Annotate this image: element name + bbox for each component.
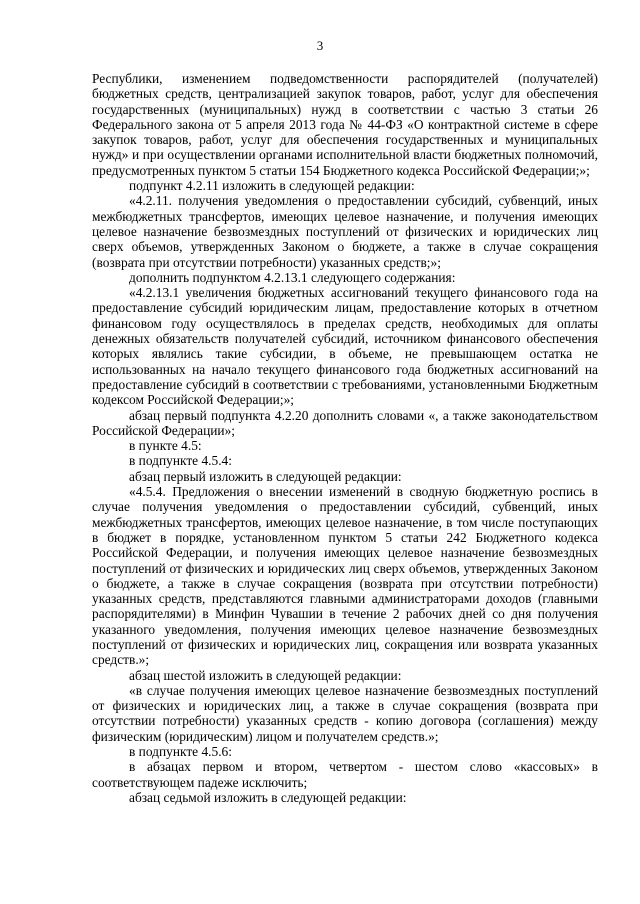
paragraph: абзац шестой изложить в следующей редакции: [129, 667, 402, 683]
paragraph: абзац первый подпункта 4.2.20 дополнить словами «, а также законодательством Российской Федерации»; [92, 407, 598, 438]
paragraph: «4.5.4. Предложения о внесении изменений в сводную бюджетную роспись в случае получения уведомления о предоставлении субсидий, субвенций, иных межбюджетных трансфертов, имеющих целевое назначение, в том числе поступающих в бюджет в порядке, установленном пунктом 5 статьи 242 Бюджетного кодекса Российской Федерации, и получения имеющих целевое назначение безвозмездных поступлений от физических и юридических лиц сверх объемов, утвержденных Законом о бюджете, а также в случае сокращения (возврата при отсутствии потребности) указанных средств, представляются главными администраторами доходов (главными распорядителями) в Минфин Чувашии в течение 2 рабочих дней со дня получения указанного уведомления, получения имеющих целевое назначение безвозмездных поступлений от физических и юридических лиц, сокращения или возврата указанных средств.»; [92, 484, 598, 668]
paragraph: «4.2.13.1 увеличения бюджетных ассигнований текущего финансового года на предоставление субсидий юридическим лицам, предоставление которых в отчетном финансовом году осуществлялось в пределах средств, необходимых для оплаты денежных обязательств получателей субсидий, источником финансового обеспечения которых являлись такие субсидии, в объеме, не превышающем остатка не использованных на начало текущего финансового года бюджетных ассигнований на предоставление субсидий в соответствии с требованиями, установленными Бюджетным кодексом Российской Федерации;»; [92, 285, 598, 408]
paragraph: абзац седьмой изложить в следующей редакции: [129, 789, 407, 805]
paragraph-continuation: Республики, изменением подведомственности распорядителей (получателей) бюджетных средств, централизацией закупок товаров, работ, услуг для обеспечения государственных (муниципальных) нужд в соответствии с частью 3 статьи 26 Федерального закона от 5 апреля 2013 года № 44-ФЗ «О контрактной системе в сфере закупок товаров, работ, услуг для обеспечения государственных и муниципальных нужд» и при осуществлении органами исполнительной власти бюджетных полномочий, предусмотренных пунктом 5 статьи 154 Бюджетного кодекса Российской Федерации;»; [92, 71, 598, 178]
paragraph: в пункте 4.5: [129, 438, 202, 454]
paragraph: в подпункте 4.5.4: [129, 453, 232, 469]
document-body [92, 71, 598, 805]
paragraph: подпункт 4.2.11 изложить в следующей редакции: [129, 178, 415, 194]
paragraph: «в случае получения имеющих целевое назначение безвозмездных поступлений от физических и юридических лиц, а также в случае сокращения (возврата при отсутствии потребности) указанных средств - копию договора (соглашения) между физическим (юридическим) лицом и получателем средств.»; [92, 682, 598, 744]
paragraph: в абзацах первом и втором, четвертом - шестом слово «кассовых» в соответствующем падеже исключить; [92, 759, 598, 790]
paragraph: «4.2.11. получения уведомления о предоставлении субсидий, субвенций, иных межбюджетных трансфертов, имеющих целевое назначение, и получения имеющих целевое назначение безвозмездных поступлений от физических и юридических лиц сверх объемов, утвержденных Законом о бюджете, а также в случае сокращения (возврата при отсутствии потребности) указанных средств;»; [92, 193, 598, 270]
paragraph: абзац первый изложить в следующей редакции: [129, 468, 402, 484]
paragraph: дополнить подпунктом 4.2.13.1 следующего содержания: [129, 269, 456, 285]
page-number: 3 [316, 38, 324, 53]
paragraph: в подпункте 4.5.6: [129, 744, 232, 760]
